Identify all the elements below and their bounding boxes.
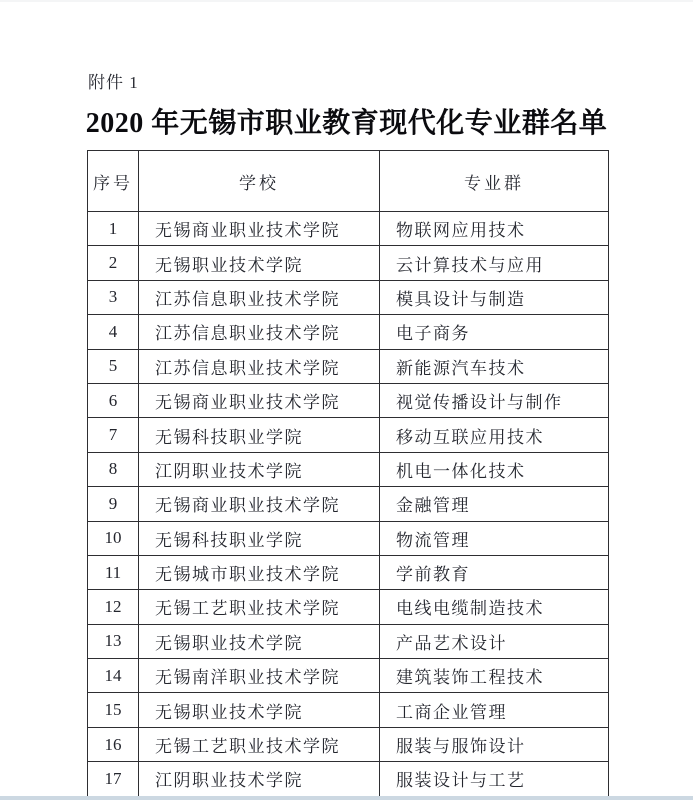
group-cell: 模具设计与制造 [380,280,609,314]
row-number-cell: 1 [88,212,139,246]
row-number-cell: 7 [88,418,139,452]
school-cell: 无锡商业职业技术学院 [139,212,380,246]
school-cell: 无锡职业技术学院 [139,624,380,658]
group-cell: 机电一体化技术 [380,452,609,486]
table-row [88,349,609,383]
school-cell: 无锡工艺职业技术学院 [139,727,380,761]
row-number-cell: 12 [88,590,139,624]
row-number-cell: 15 [88,693,139,727]
school-cell: 无锡职业技术学院 [139,246,380,280]
page-title: 2020 年无锡市职业教育现代化专业群名单 [85,108,608,139]
group-cell: 云计算技术与应用 [380,246,609,280]
table-row [88,555,609,589]
group-cell: 产品艺术设计 [380,624,609,658]
school-cell: 无锡职业技术学院 [139,693,380,727]
table-row [88,418,609,452]
row-number-cell: 4 [88,315,139,349]
group-cell: 服装设计与工艺 [380,762,609,796]
row-number-cell: 14 [88,659,139,693]
table-row [88,315,609,349]
group-cell: 电线电缆制造技术 [380,590,609,624]
table-row [88,762,609,796]
attachment-label: 附件 1 [88,73,139,92]
group-cell: 物联网应用技术 [380,212,609,246]
table-row [88,487,609,521]
group-cell: 物流管理 [380,521,609,555]
row-number-cell: 8 [88,452,139,486]
column-header-school: 学校 [139,151,380,212]
school-cell: 江苏信息职业技术学院 [139,315,380,349]
row-number-cell: 16 [88,727,139,761]
table-row [88,590,609,624]
table-row [88,693,609,727]
row-number-cell: 11 [88,555,139,589]
group-cell: 新能源汽车技术 [380,349,609,383]
group-cell: 建筑装饰工程技术 [380,659,609,693]
column-header-group: 专业群 [380,151,609,212]
school-cell: 无锡科技职业学院 [139,418,380,452]
table-row [88,383,609,417]
table-row [88,280,609,314]
table-row [88,659,609,693]
table-row [88,727,609,761]
school-cell: 无锡工艺职业技术学院 [139,590,380,624]
row-number-cell: 3 [88,280,139,314]
school-cell: 无锡科技职业学院 [139,521,380,555]
group-cell: 金融管理 [380,487,609,521]
table-row [88,246,609,280]
row-number-cell: 13 [88,624,139,658]
row-number-cell: 10 [88,521,139,555]
row-number-cell: 6 [88,383,139,417]
specialty-group-table [87,150,609,797]
school-cell: 江阴职业技术学院 [139,762,380,796]
school-cell: 无锡商业职业技术学院 [139,487,380,521]
school-cell: 江阴职业技术学院 [139,452,380,486]
school-cell: 无锡商业职业技术学院 [139,383,380,417]
page-bottom-edge [0,796,693,800]
school-cell: 无锡南洋职业技术学院 [139,659,380,693]
table-row [88,212,609,246]
school-cell: 江苏信息职业技术学院 [139,349,380,383]
group-cell: 工商企业管理 [380,693,609,727]
table-row [88,452,609,486]
row-number-cell: 9 [88,487,139,521]
group-cell: 电子商务 [380,315,609,349]
row-number-cell: 5 [88,349,139,383]
group-cell: 移动互联应用技术 [380,418,609,452]
table-header-row [88,151,609,212]
page-top-edge [0,0,693,2]
row-number-cell: 17 [88,762,139,796]
school-cell: 江苏信息职业技术学院 [139,280,380,314]
row-number-cell: 2 [88,246,139,280]
group-cell: 视觉传播设计与制作 [380,383,609,417]
table-row [88,521,609,555]
table-row [88,624,609,658]
school-cell: 无锡城市职业技术学院 [139,555,380,589]
column-header-no: 序号 [88,151,139,212]
group-cell: 服装与服饰设计 [380,727,609,761]
group-cell: 学前教育 [380,555,609,589]
